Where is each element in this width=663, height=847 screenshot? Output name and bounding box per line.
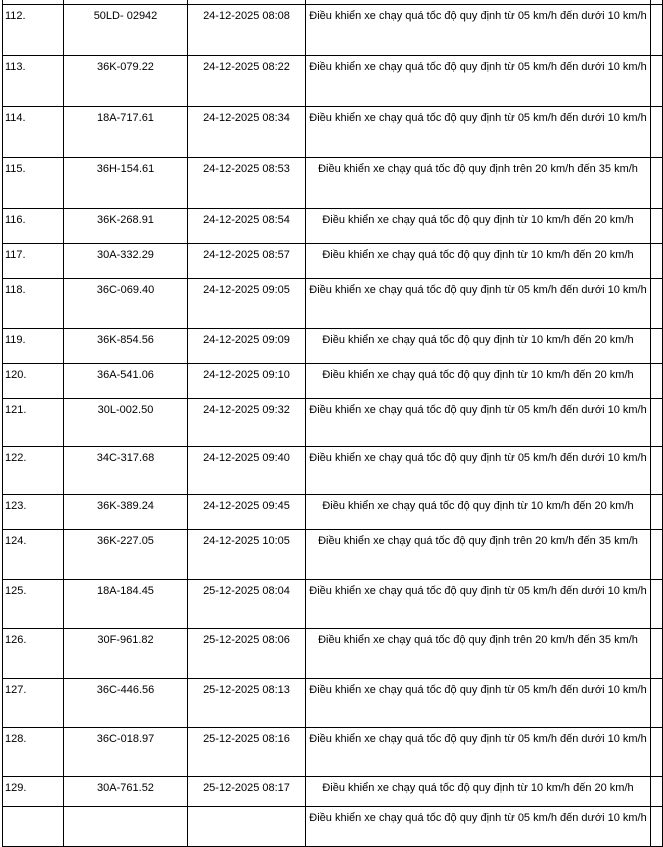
cell-plate: 34C-317.68 — [64, 446, 188, 494]
cell-datetime: 24-12-2025 08:54 — [188, 208, 306, 243]
cell-datetime: 25-12-2025 08:16 — [188, 727, 306, 776]
cell-overflow — [651, 243, 663, 278]
cell-overflow — [651, 106, 663, 157]
cell-datetime: 24-12-2025 08:08 — [188, 4, 306, 55]
cell-stt: 115. — [3, 157, 64, 208]
cell-violation: Điều khiển xe chạy quá tốc độ quy định trên 20 km/h đến 35 km/h — [306, 529, 651, 579]
table-row — [3, 398, 663, 446]
cell-overflow — [651, 398, 663, 446]
table-row — [3, 628, 663, 678]
table-row — [3, 776, 663, 806]
cell-plate: 36K-268.91 — [64, 208, 188, 243]
cell-datetime: 25-12-2025 08:06 — [188, 628, 306, 678]
cell-violation: Điều khiển xe chạy quá tốc độ quy định từ 10 km/h đến 20 km/h — [306, 776, 651, 806]
cell-stt: 122. — [3, 446, 64, 494]
cell-datetime: 24-12-2025 09:10 — [188, 363, 306, 398]
cell-plate: 30L-002.50 — [64, 398, 188, 446]
cell-stt: 119. — [3, 328, 64, 363]
cell-datetime: 24-12-2025 08:34 — [188, 106, 306, 157]
cell-overflow — [651, 628, 663, 678]
cell-overflow — [651, 806, 663, 846]
table-row — [3, 55, 663, 106]
cell-stt: 116. — [3, 208, 64, 243]
cell-overflow — [651, 446, 663, 494]
cell-datetime: 25-12-2025 08:04 — [188, 579, 306, 628]
cell-stt: 126. — [3, 628, 64, 678]
cell-violation: Điều khiển xe chạy quá tốc độ quy định từ 05 km/h đến dưới 10 km/h — [306, 55, 651, 106]
cell-plate — [64, 806, 188, 846]
cell-datetime: 24-12-2025 09:09 — [188, 328, 306, 363]
table-row — [3, 157, 663, 208]
cell-violation: Điều khiển xe chạy quá tốc độ quy định từ 05 km/h đến dưới 10 km/h — [306, 106, 651, 157]
table-row — [3, 278, 663, 328]
cell-stt: 120. — [3, 363, 64, 398]
cell-datetime — [188, 806, 306, 846]
cell-stt: 124. — [3, 529, 64, 579]
cell-plate: 36K-389.24 — [64, 494, 188, 529]
cell-plate: 30A-761.52 — [64, 776, 188, 806]
cell-plate: 18A-184.45 — [64, 579, 188, 628]
cell-violation: Điều khiển xe chạy quá tốc độ quy định từ 05 km/h đến dưới 10 km/h — [306, 398, 651, 446]
cell-stt: 127. — [3, 678, 64, 727]
table-row — [3, 328, 663, 363]
cell-violation: Điều khiển xe chạy quá tốc độ quy định từ 10 km/h đến 20 km/h — [306, 243, 651, 278]
cell-violation: Điều khiển xe chạy quá tốc độ quy định từ 10 km/h đến 20 km/h — [306, 494, 651, 529]
cell-stt — [3, 806, 64, 846]
cell-datetime: 24-12-2025 09:05 — [188, 278, 306, 328]
cell-overflow — [651, 727, 663, 776]
cell-violation: Điều khiển xe chạy quá tốc độ quy định từ 10 km/h đến 20 km/h — [306, 328, 651, 363]
cell-plate: 36K-079.22 — [64, 55, 188, 106]
cell-plate: 36C-069.40 — [64, 278, 188, 328]
cell-plate: 30F-961.82 — [64, 628, 188, 678]
table-row — [3, 678, 663, 727]
cell-stt: 121. — [3, 398, 64, 446]
table-row-partial-bottom — [3, 806, 663, 846]
table-row — [3, 494, 663, 529]
cell-plate: 36H-154.61 — [64, 157, 188, 208]
cell-violation: Điều khiển xe chạy quá tốc độ quy định từ 05 km/h đến dưới 10 km/h — [306, 579, 651, 628]
cell-plate: 36C-018.97 — [64, 727, 188, 776]
cell-overflow — [651, 363, 663, 398]
cell-violation: Điều khiển xe chạy quá tốc độ quy định từ 05 km/h đến dưới 10 km/h — [306, 727, 651, 776]
cell-violation: Điều khiển xe chạy quá tốc độ quy định từ 05 km/h đến dưới 10 km/h — [306, 806, 651, 846]
table-row — [3, 363, 663, 398]
cell-overflow — [651, 678, 663, 727]
cell-stt: 125. — [3, 579, 64, 628]
cell-overflow — [651, 278, 663, 328]
table-row — [3, 106, 663, 157]
cell-violation: Điều khiển xe chạy quá tốc độ quy định trên 20 km/h đến 35 km/h — [306, 157, 651, 208]
cell-violation: Điều khiển xe chạy quá tốc độ quy định từ 10 km/h đến 20 km/h — [306, 208, 651, 243]
table-row — [3, 727, 663, 776]
cell-overflow — [651, 157, 663, 208]
cell-stt: 118. — [3, 278, 64, 328]
cell-datetime: 25-12-2025 08:13 — [188, 678, 306, 727]
cell-violation: Điều khiển xe chạy quá tốc độ quy định từ 05 km/h đến dưới 10 km/h — [306, 4, 651, 55]
cell-stt: 114. — [3, 106, 64, 157]
cell-stt: 117. — [3, 243, 64, 278]
cell-violation: Điều khiển xe chạy quá tốc độ quy định từ 10 km/h đến 20 km/h — [306, 363, 651, 398]
cell-overflow — [651, 579, 663, 628]
cell-datetime: 24-12-2025 08:53 — [188, 157, 306, 208]
cell-plate: 36K-854.56 — [64, 328, 188, 363]
violations-tbody — [3, 0, 663, 846]
cell-plate: 30A-332.29 — [64, 243, 188, 278]
cell-stt: 128. — [3, 727, 64, 776]
cell-datetime: 25-12-2025 08:17 — [188, 776, 306, 806]
cell-stt: 113. — [3, 55, 64, 106]
cell-stt: 129. — [3, 776, 64, 806]
cell-stt: 123. — [3, 494, 64, 529]
cell-plate: 36C-446.56 — [64, 678, 188, 727]
cell-datetime: 24-12-2025 09:32 — [188, 398, 306, 446]
cell-overflow — [651, 55, 663, 106]
table-row — [3, 243, 663, 278]
cell-datetime: 24-12-2025 09:45 — [188, 494, 306, 529]
cell-stt: 112. — [3, 4, 64, 55]
table-row — [3, 4, 663, 55]
cell-violation: Điều khiển xe chạy quá tốc độ quy định trên 20 km/h đến 35 km/h — [306, 628, 651, 678]
cell-overflow — [651, 494, 663, 529]
cell-datetime: 24-12-2025 09:40 — [188, 446, 306, 494]
cell-violation: Điều khiển xe chạy quá tốc độ quy định từ 05 km/h đến dưới 10 km/h — [306, 278, 651, 328]
cell-plate: 18A-717.61 — [64, 106, 188, 157]
cell-overflow — [651, 328, 663, 363]
cell-overflow — [651, 776, 663, 806]
cell-plate: 50LD- 02942 — [64, 4, 188, 55]
table-row — [3, 579, 663, 628]
table-row — [3, 446, 663, 494]
cell-datetime: 24-12-2025 08:22 — [188, 55, 306, 106]
cell-overflow — [651, 4, 663, 55]
cell-datetime: 24-12-2025 08:57 — [188, 243, 306, 278]
cell-overflow — [651, 529, 663, 579]
table-row — [3, 208, 663, 243]
violations-table — [2, 0, 663, 847]
cell-plate: 36K-227.05 — [64, 529, 188, 579]
cell-datetime: 24-12-2025 10:05 — [188, 529, 306, 579]
cell-violation: Điều khiển xe chạy quá tốc độ quy định từ 05 km/h đến dưới 10 km/h — [306, 446, 651, 494]
cell-overflow — [651, 208, 663, 243]
cell-violation: Điều khiển xe chạy quá tốc độ quy định từ 05 km/h đến dưới 10 km/h — [306, 678, 651, 727]
cell-plate: 36A-541.06 — [64, 363, 188, 398]
table-row — [3, 529, 663, 579]
